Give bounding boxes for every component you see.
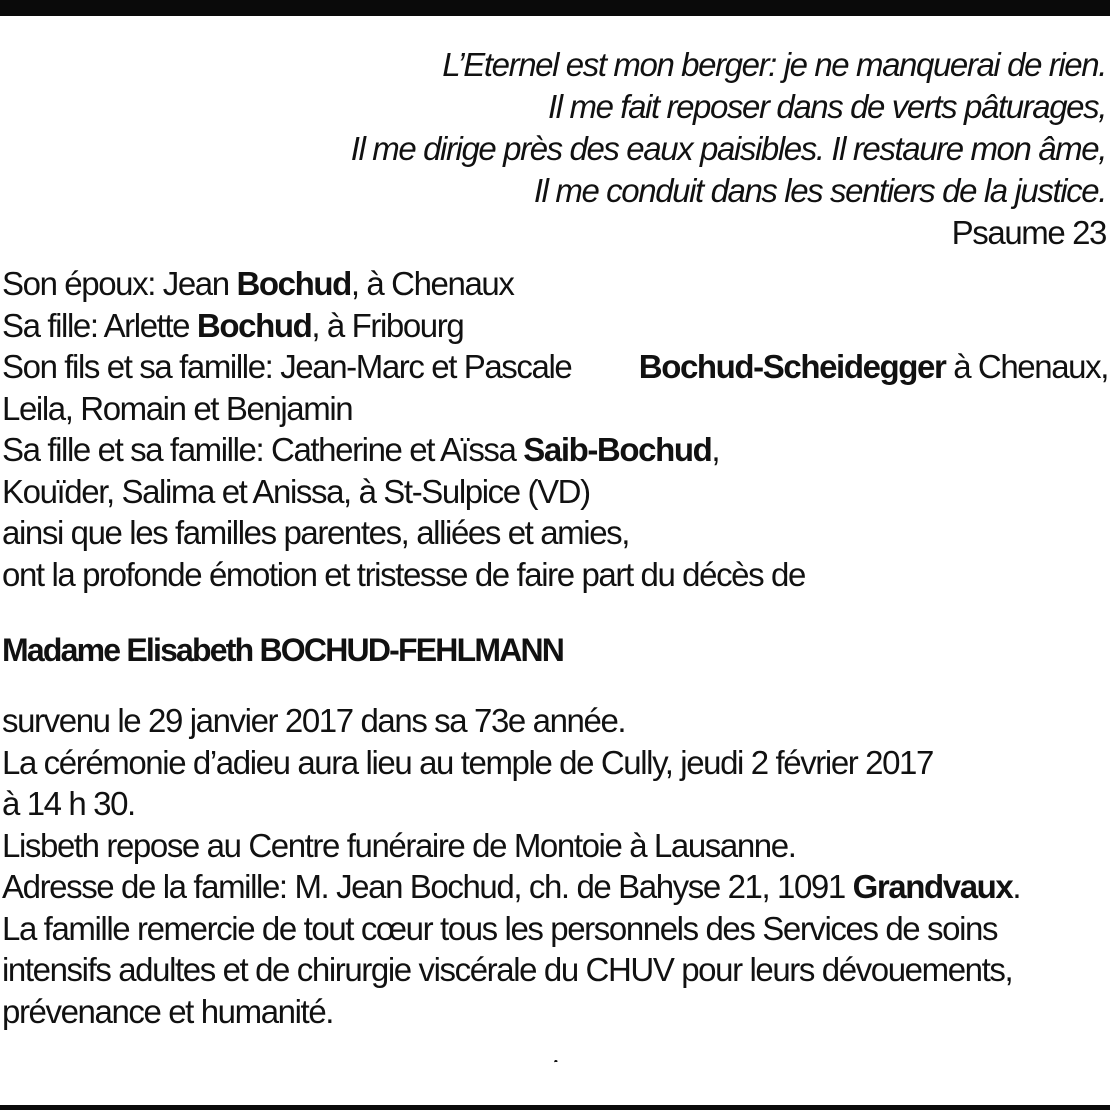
family-daughter2 [2, 429, 1108, 471]
family-spouse-surname: Bochud [236, 265, 351, 302]
family-relatives: ainsi que les familles parentes, alliées et amies, [2, 514, 630, 551]
top-border-rule [0, 0, 1110, 16]
psalm-line: L’Eternel est mon berger: je ne manquerai de rien. [442, 46, 1106, 83]
family-son-surname: Bochud-Scheidegger [638, 348, 946, 385]
psalm-line: Il me conduit dans les sentiers de la justice. [533, 172, 1106, 209]
family-daughter-place: , à Fribourg [311, 306, 464, 344]
family-daughter-label: Sa fille: Arlette [2, 306, 197, 344]
thanks-line: intensifs adultes et de chirurgie viscérale du CHUV pour leurs dévouements, [2, 951, 1013, 988]
family-daughter2-label: Sa fille et sa famille: Catherine et Aïssa [2, 431, 524, 468]
family-son [2, 346, 1108, 388]
ceremony-text: La cérémonie d’adieu aura lieu au temple de Cully, jeudi 2 février 2017 [2, 743, 933, 781]
thanks-line: La famille remercie de tout cœur tous les personnels des Services de soins [2, 909, 998, 947]
psalm-line: Il me dirige près des eaux paisibles. Il restaure mon âme, [350, 130, 1106, 167]
psalm-quote [106, 44, 1106, 254]
ceremony-line [2, 742, 1108, 784]
thanks-line: prévenance et humanité. [2, 992, 334, 1030]
family-address-town: Grandvaux [852, 868, 1013, 905]
family-address-line [2, 866, 1108, 908]
family-announcement: ont la profonde émotion et tristesse de faire part du décès de [2, 555, 805, 593]
closing-note [0, 1040, 1110, 1082]
family-address-text: Adresse de la famille: M. Jean Bochud, ch. de Bahyse 21, 1091 [2, 868, 853, 905]
death-date-line: survenu le 29 janvier 2017 dans sa 73e année. [2, 702, 626, 739]
rest-location-line: Lisbeth repose au Centre funéraire de Montoie à Lausanne. [2, 826, 796, 864]
family-address-end: . [1012, 868, 1021, 905]
family-daughter-surname: Bochud [196, 306, 312, 344]
obituary-details [2, 700, 1108, 1032]
family-daughter2-suffix: , [711, 431, 720, 468]
family-daughter [2, 305, 1108, 347]
family-son-children: Leila, Romain et Benjamin [2, 389, 353, 427]
family-son-names [639, 346, 1108, 388]
ceremony-time-line: à 14 h 30. [2, 785, 135, 822]
family-daughter2-surname: Saib-Bochud [523, 431, 712, 468]
family-son-label: Son fils et sa famille: Jean-Marc et Pascale [2, 348, 572, 385]
family-spouse-place: , à Chenaux [350, 265, 514, 302]
psalm-reference: Psaume 23 [951, 214, 1106, 251]
family-list [2, 263, 1108, 595]
family-son-place: à Chenaux, [945, 348, 1108, 385]
psalm-line: Il me fait reposer dans de verts pâturages, [548, 88, 1106, 125]
bottom-border-rule [0, 1105, 1110, 1110]
deceased-name-heading: Madame Elisabeth BOCHUD-FEHLMANN [2, 632, 564, 668]
family-spouse-label: Son époux: Jean [2, 265, 237, 302]
family-daughter2-children: Kouïder, Salima et Anissa, à St-Sulpice (VD) [2, 472, 590, 510]
family-spouse [2, 263, 1108, 305]
